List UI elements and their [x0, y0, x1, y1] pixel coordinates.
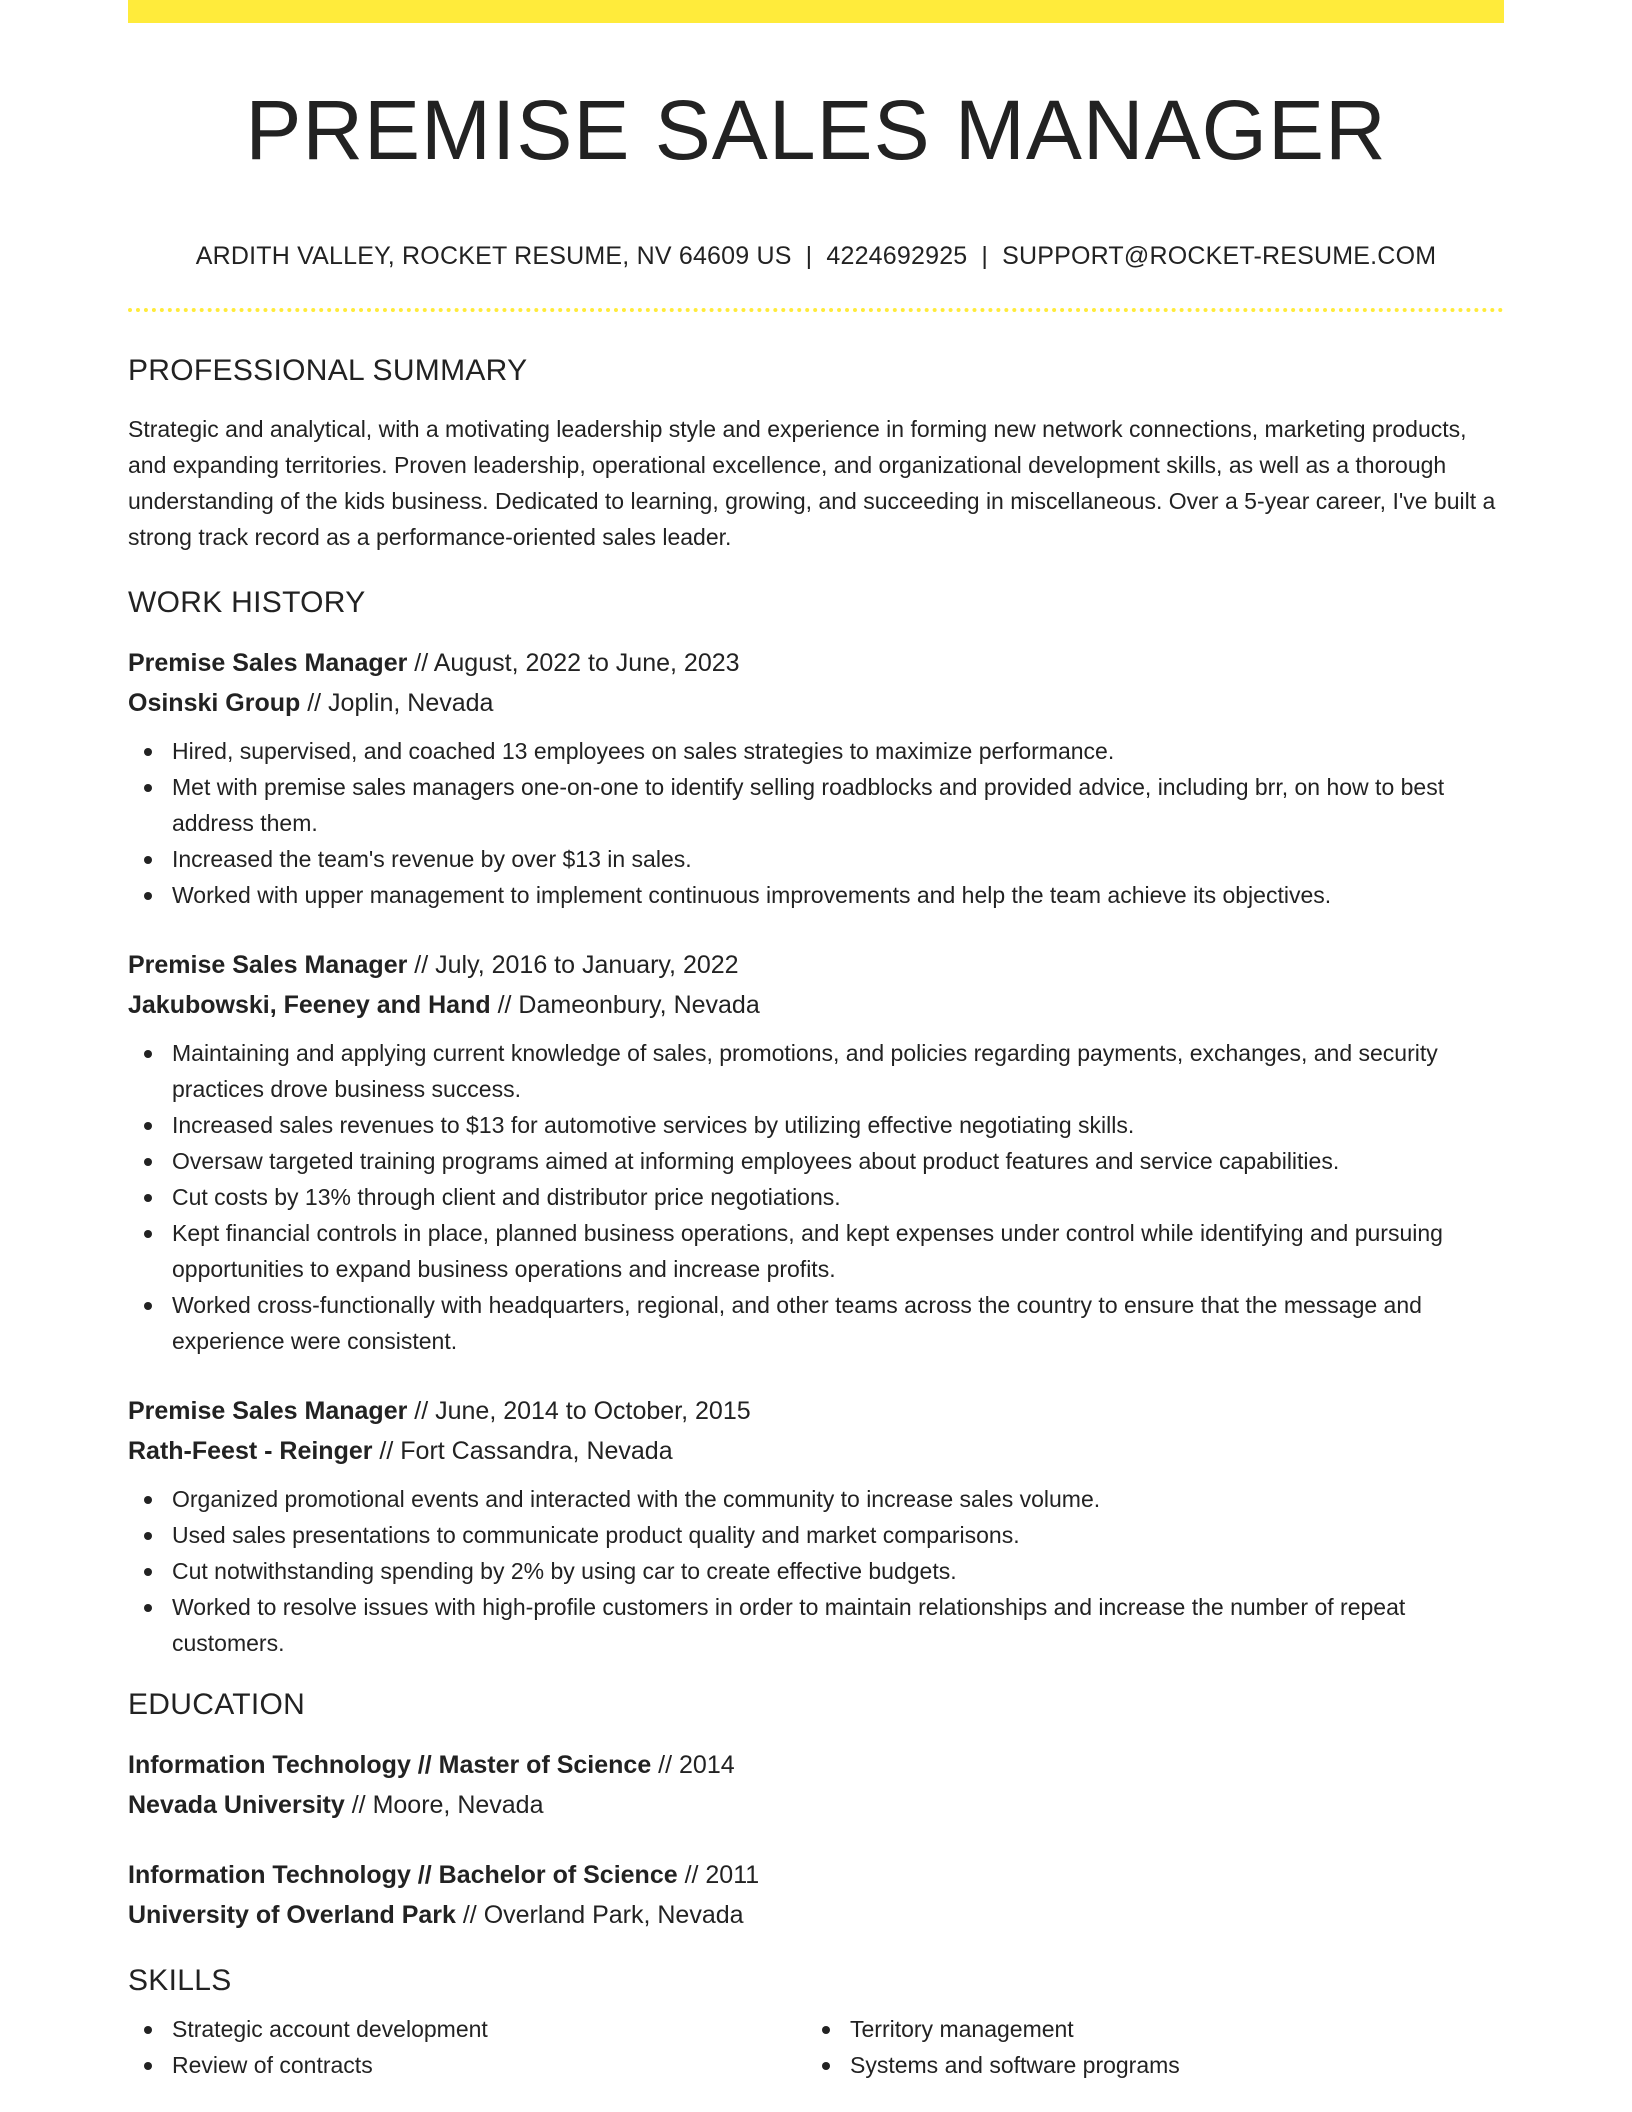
skills-list: [806, 2011, 1484, 2083]
resume-title: PREMISE SALES MANAGER: [245, 83, 1387, 177]
job-company-line: [128, 985, 1504, 1025]
list-item: [128, 1215, 1504, 1287]
job-location: // Joplin, Nevada: [300, 689, 494, 717]
bullet-text: Organized promotional events and interacted with the community to increase sales volume.: [172, 1486, 1101, 1512]
education-entry: [128, 1855, 1504, 1935]
skill-text: Review of contracts: [172, 2052, 373, 2078]
bullet-dot: [144, 1122, 152, 1130]
degree: Information Technology // Master of Science: [128, 1751, 652, 1779]
job-dates: // August, 2022 to June, 2023: [407, 649, 740, 677]
list-item: [128, 877, 1504, 913]
bullet-dot: [822, 2062, 830, 2070]
school-name: Nevada University: [128, 1791, 345, 1819]
list-item: [128, 1517, 1504, 1553]
bullet-dot: [822, 2026, 830, 2034]
list-item: [128, 841, 1504, 877]
job-title-line: [128, 945, 1504, 985]
school-location: // Overland Park, Nevada: [455, 1901, 744, 1929]
job-bullets: [128, 733, 1504, 913]
accent-top-bar: [128, 0, 1504, 23]
job-title: Premise Sales Manager: [128, 649, 408, 677]
contact-separator: |: [805, 242, 813, 270]
list-item: [806, 2011, 1484, 2047]
bullet-text: Worked with upper management to implement continuous improvements and help the team achieve its objectives.: [172, 882, 1332, 908]
summary-text: Strategic and analytical, with a motivating leadership style and experience in forming new network connections, marketing products, and expanding territories. Proven leadership, operational excellence, and organizational development skills, as well as a thorough understanding of the kids business. Dedicated to learning, growing, and succeeding in miscellaneous. Over a 5-year career, I've built a strong track record as a performance-oriented sales leader.: [128, 416, 1496, 550]
bullet-dot: [144, 856, 152, 864]
bullet-text: Worked to resolve issues with high-profile customers in order to maintain relationships and increase the number of repeat customers.: [172, 1594, 1406, 1656]
bullet-dot: [144, 1604, 152, 1612]
job-title-line: [128, 643, 1504, 683]
list-item: [128, 2011, 806, 2047]
list-item: [128, 1035, 1504, 1107]
bullet-text: Met with premise sales managers one-on-one to identify selling roadblocks and provided advice, including brr, on how to best address them.: [172, 774, 1445, 836]
list-item: [128, 2047, 806, 2083]
bullet-dot: [144, 1302, 152, 1310]
job-company: Osinski Group: [128, 689, 301, 717]
skill-text: Territory management: [850, 2016, 1074, 2042]
job-dates: // July, 2016 to January, 2022: [407, 951, 739, 979]
degree: Information Technology // Bachelor of Science: [128, 1861, 678, 1889]
skill-text: Strategic account development: [172, 2016, 488, 2042]
job-company-line: [128, 683, 1504, 723]
list-item: [128, 733, 1504, 769]
work-history-heading: WORK HISTORY: [128, 586, 366, 619]
skills-list: [128, 2011, 806, 2083]
skill-text: Systems and software programs: [850, 2052, 1180, 2078]
bullet-dot: [144, 1194, 152, 1202]
list-item: [128, 1589, 1504, 1661]
contact-separator: |: [981, 242, 989, 270]
school-line: [128, 1895, 1504, 1935]
summary-heading: PROFESSIONAL SUMMARY: [128, 354, 528, 387]
bullet-text: Worked cross-functionally with headquarters, regional, and other teams across the country to ensure that the message and experience were consistent.: [172, 1292, 1422, 1354]
job-company: Rath-Feest - Reinger: [128, 1437, 373, 1465]
bullet-dot: [144, 1050, 152, 1058]
job-title: Premise Sales Manager: [128, 1397, 408, 1425]
skills-grid: [128, 2011, 1504, 2083]
school-location: // Moore, Nevada: [344, 1791, 544, 1819]
list-item: [128, 1179, 1504, 1215]
list-item: [128, 1481, 1504, 1517]
contact-email: SUPPORT@ROCKET-RESUME.COM: [1002, 242, 1437, 270]
education-entry: [128, 1745, 1504, 1825]
degree-line: [128, 1745, 1504, 1785]
job-location: // Dameonbury, Nevada: [490, 991, 760, 1019]
bullet-dot: [144, 1158, 152, 1166]
graduation-year: // 2014: [651, 1751, 735, 1779]
bullet-dot: [144, 748, 152, 756]
bullet-text: Cut notwithstanding spending by 2% by using car to create effective budgets.: [172, 1558, 957, 1584]
job-bullets: [128, 1481, 1504, 1661]
resume-page: [128, 0, 1504, 2112]
bullet-text: Hired, supervised, and coached 13 employees on sales strategies to maximize performance.: [172, 738, 1115, 764]
dotted-divider: [128, 308, 1504, 312]
bullet-text: Oversaw targeted training programs aimed at informing employees about product features and service capabilities.: [172, 1148, 1340, 1174]
job-entry: [128, 643, 1504, 913]
bullet-dot: [144, 1230, 152, 1238]
list-item: [128, 1287, 1504, 1359]
bullet-text: Cut costs by 13% through client and distributor price negotiations.: [172, 1184, 841, 1210]
bullet-text: Used sales presentations to communicate product quality and market comparisons.: [172, 1522, 1020, 1548]
contact-line: [128, 241, 1504, 271]
skills-column-right: [806, 2011, 1484, 2083]
contact-address: ARDITH VALLEY, ROCKET RESUME, NV 64609 US: [195, 242, 792, 270]
school-name: University of Overland Park: [128, 1901, 456, 1929]
bullet-text: Maintaining and applying current knowledge of sales, promotions, and policies regarding payments, exchanges, and security practices drove business success.: [172, 1040, 1438, 1102]
skills-column-left: [128, 2011, 806, 2083]
job-title: Premise Sales Manager: [128, 951, 408, 979]
bullet-dot: [144, 784, 152, 792]
job-dates: // June, 2014 to October, 2015: [407, 1397, 751, 1425]
job-company: Jakubowski, Feeney and Hand: [128, 991, 491, 1019]
education-heading: EDUCATION: [128, 1688, 306, 1721]
graduation-year: // 2011: [677, 1861, 760, 1889]
job-title-line: [128, 1391, 1504, 1431]
job-bullets: [128, 1035, 1504, 1359]
list-item: [128, 769, 1504, 841]
bullet-dot: [144, 892, 152, 900]
skills-heading: SKILLS: [128, 1964, 232, 1997]
job-entry: [128, 945, 1504, 1359]
bullet-dot: [144, 1532, 152, 1540]
bullet-text: Kept financial controls in place, planned business operations, and kept expenses under control while identifying and pursuing opportunities to expand business operations and increase profits.: [172, 1220, 1443, 1282]
school-line: [128, 1785, 1504, 1825]
job-company-line: [128, 1431, 1504, 1471]
contact-phone: 4224692925: [826, 242, 968, 270]
list-item: [806, 2047, 1484, 2083]
bullet-dot: [144, 2026, 152, 2034]
list-item: [128, 1143, 1504, 1179]
list-item: [128, 1107, 1504, 1143]
bullet-text: Increased the team's revenue by over $13 in sales.: [172, 846, 692, 872]
job-entry: [128, 1391, 1504, 1661]
bullet-dot: [144, 2062, 152, 2070]
bullet-dot: [144, 1568, 152, 1576]
bullet-dot: [144, 1496, 152, 1504]
job-location: // Fort Cassandra, Nevada: [372, 1437, 673, 1465]
list-item: [128, 1553, 1504, 1589]
degree-line: [128, 1855, 1504, 1895]
bullet-text: Increased sales revenues to $13 for automotive services by utilizing effective negotiating skills.: [172, 1112, 1135, 1138]
